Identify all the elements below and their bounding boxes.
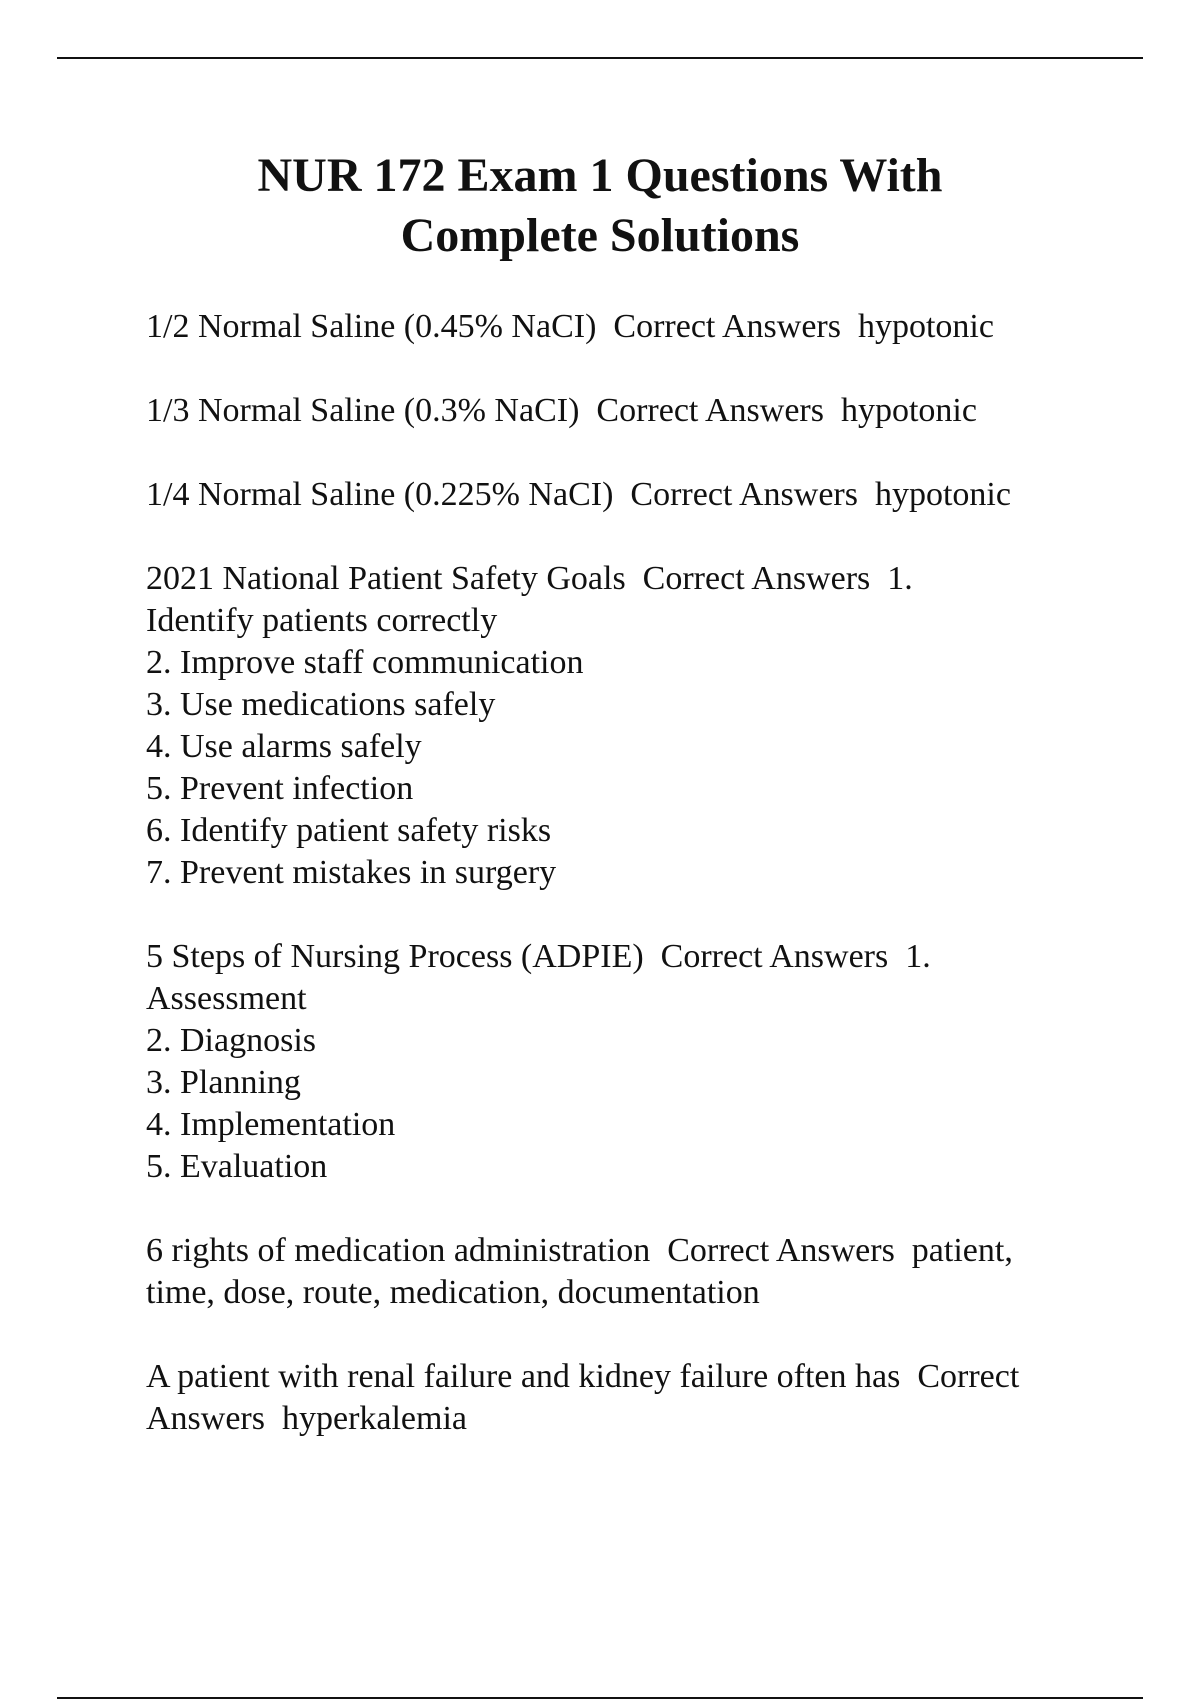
qa-line: 6 rights of medication administration Correct Answers patient, bbox=[146, 1232, 1013, 1269]
qa-line: 4. Use alarms safely bbox=[146, 728, 422, 765]
qa-line: 7. Prevent mistakes in surgery bbox=[146, 854, 557, 891]
qa-line: 2. Diagnosis bbox=[146, 1022, 316, 1059]
qa-entry bbox=[146, 558, 1096, 894]
qa-line: 6. Identify patient safety risks bbox=[146, 812, 552, 849]
qa-entry bbox=[146, 390, 1096, 432]
qa-line: Identify patients correctly bbox=[146, 602, 498, 639]
qa-entry bbox=[146, 474, 1096, 516]
qa-line: 1/3 Normal Saline (0.3% NaCI) Correct Answers hypotonic bbox=[146, 392, 977, 429]
qa-line: Answers hyperkalemia bbox=[146, 1400, 468, 1437]
qa-line: 2021 National Patient Safety Goals Correct Answers 1. bbox=[146, 560, 913, 597]
qa-entry bbox=[146, 936, 1096, 1188]
top-rule bbox=[57, 57, 1143, 59]
qa-line: 5 Steps of Nursing Process (ADPIE) Correct Answers 1. bbox=[146, 938, 931, 975]
qa-entry bbox=[146, 1230, 1096, 1314]
qa-entry bbox=[146, 306, 1096, 348]
qa-line: 3. Use medications safely bbox=[146, 686, 496, 723]
qa-line: 2. Improve staff communication bbox=[146, 644, 584, 681]
title-line: NUR 172 Exam 1 Questions With bbox=[257, 149, 943, 202]
qa-line: 3. Planning bbox=[146, 1064, 301, 1101]
qa-list bbox=[146, 306, 1096, 1482]
qa-line: A patient with renal failure and kidney failure often has Correct bbox=[146, 1358, 1020, 1395]
qa-line: 5. Evaluation bbox=[146, 1148, 328, 1185]
qa-line: 4. Implementation bbox=[146, 1106, 396, 1143]
qa-line: Assessment bbox=[146, 980, 307, 1017]
page-title bbox=[120, 146, 1080, 266]
qa-line: 1/2 Normal Saline (0.45% NaCI) Correct Answers hypotonic bbox=[146, 308, 994, 345]
bottom-rule bbox=[57, 1697, 1143, 1699]
qa-line: 5. Prevent infection bbox=[146, 770, 414, 807]
qa-line: 1/4 Normal Saline (0.225% NaCI) Correct Answers hypotonic bbox=[146, 476, 1011, 513]
title-line: Complete Solutions bbox=[400, 209, 800, 262]
qa-line: time, dose, route, medication, documentation bbox=[146, 1274, 760, 1311]
qa-entry bbox=[146, 1356, 1096, 1440]
